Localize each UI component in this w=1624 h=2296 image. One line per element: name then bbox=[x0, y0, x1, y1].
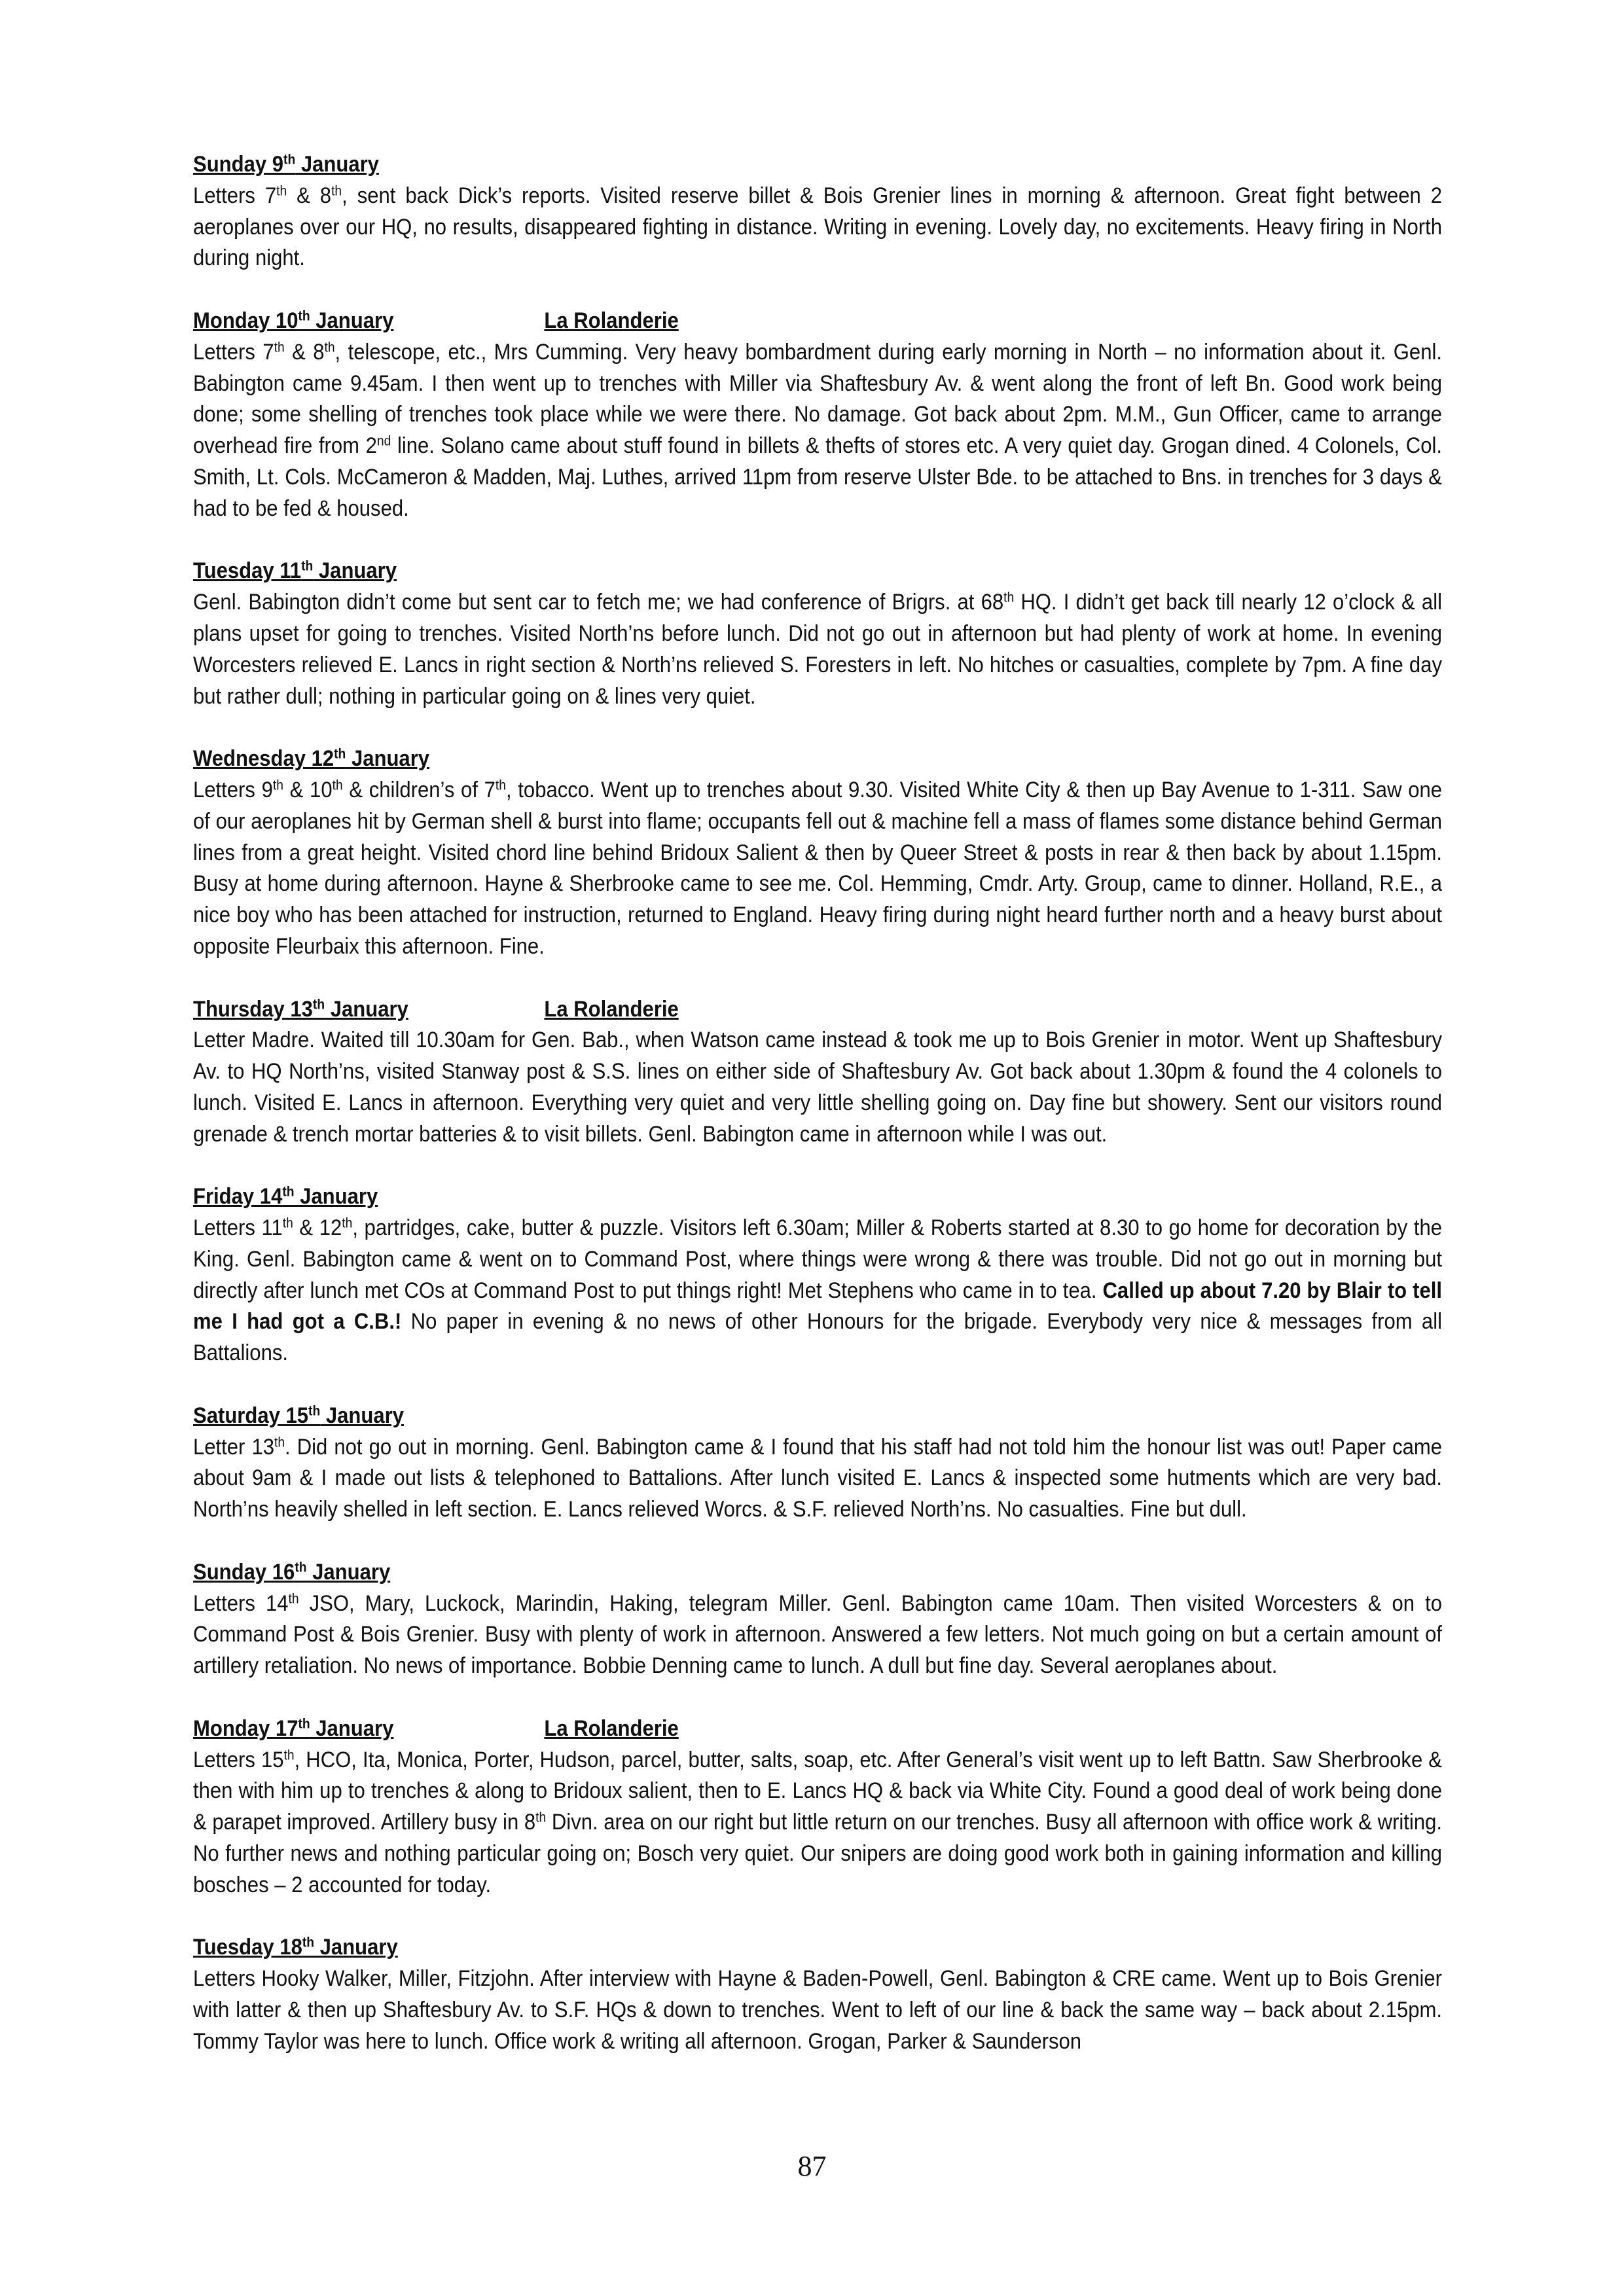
body-text: Letters 14 bbox=[193, 1590, 289, 1616]
entry-month: January bbox=[294, 1184, 378, 1210]
entry-body bbox=[193, 1432, 1442, 1526]
diary-entry bbox=[193, 1713, 1442, 1901]
ordinal-suffix: th bbox=[332, 777, 343, 793]
ordinal-suffix: th bbox=[331, 183, 342, 199]
ordinal-suffix: th bbox=[535, 1809, 547, 1825]
entry-heading-line bbox=[193, 1557, 1442, 1588]
entry-month: January bbox=[313, 558, 397, 584]
ordinal-suffix: th bbox=[1003, 589, 1015, 605]
entry-day-suffix: th bbox=[295, 1559, 307, 1575]
body-text: Letters 15 bbox=[193, 1747, 284, 1772]
entry-date-heading bbox=[193, 744, 429, 775]
entry-date-heading bbox=[193, 1181, 378, 1213]
page-number: 87 bbox=[797, 2150, 827, 2182]
entry-day: Sunday 9 bbox=[193, 152, 284, 177]
entry-day-suffix: th bbox=[282, 1183, 295, 1200]
entry-location: La Rolanderie bbox=[544, 996, 679, 1022]
entry-day-suffix: th bbox=[298, 1715, 310, 1732]
entry-day-suffix: th bbox=[312, 996, 325, 1012]
entry-heading-line bbox=[193, 1181, 1442, 1213]
diary-entry bbox=[193, 556, 1442, 712]
entry-location: La Rolanderie bbox=[544, 1715, 679, 1741]
entry-body bbox=[193, 1213, 1442, 1369]
diary-entry bbox=[193, 1932, 1442, 2057]
entry-day: Saturday 15 bbox=[193, 1403, 309, 1428]
body-text: Letters 7 bbox=[193, 339, 274, 365]
entry-body bbox=[193, 587, 1442, 712]
entry-date-heading bbox=[193, 1401, 404, 1432]
ordinal-suffix: th bbox=[276, 183, 287, 199]
ordinal-suffix: th bbox=[272, 777, 283, 793]
body-text: Genl. Babington didn’t come but sent car to fetch me; we had conference of Brigrs. at 68 bbox=[193, 590, 1004, 615]
entry-heading-line bbox=[193, 1401, 1442, 1432]
entry-body bbox=[193, 1964, 1442, 2057]
diary-entry bbox=[193, 1401, 1442, 1526]
body-text: Letters 9 bbox=[193, 777, 273, 802]
ordinal-suffix: th bbox=[283, 1746, 295, 1763]
entry-body bbox=[193, 1745, 1442, 1901]
diary-entry bbox=[193, 1557, 1442, 1682]
ordinal-suffix: th bbox=[342, 1215, 353, 1231]
entry-heading-line bbox=[193, 1932, 1442, 1964]
body-text: Letters 7 bbox=[193, 183, 277, 208]
ordinal-suffix: th bbox=[495, 777, 506, 793]
body-text: Letter 13 bbox=[193, 1434, 275, 1460]
entry-heading-line bbox=[193, 744, 1442, 775]
entry-day-suffix: th bbox=[301, 558, 314, 574]
entry-day: Sunday 16 bbox=[193, 1559, 295, 1585]
body-text: , HCO, Ita, Monica, Porter, Hudson, parcel, butter, salts, soap, etc. After General’s visit went up to left Battn. Saw Sherbrooke & then with him up to trenches & along to Bridoux salient, then to E. Lancs HQ & back via White City. Found a good deal of work being done & parapet improved. Artillery busy in 8 bbox=[193, 1747, 1442, 1835]
entry-month: January bbox=[325, 996, 408, 1022]
entry-day: Monday 10 bbox=[193, 308, 298, 333]
body-text: , telescope, etc., Mrs Cumming. Very heavy bombardment during early morning in North – no information about it. Genl. Babington came 9.45am. I then went up to trenches with Miller via Shaftesbury Av. & went along the front of left Bn. Good work being done; some shelling of trenches took place while we were there. No damage. Got back about 2pm. M.M., Gun Officer, came to arrange overhead fire from 2 bbox=[193, 339, 1443, 459]
entry-body bbox=[193, 775, 1442, 963]
diary-entries bbox=[193, 149, 1442, 2058]
body-text: & 10 bbox=[283, 777, 333, 802]
entry-heading-line bbox=[193, 1713, 1442, 1745]
diary-text bbox=[193, 149, 1443, 2089]
entry-month: January bbox=[310, 308, 394, 333]
body-text: Letters Hooky Walker, Miller, Fitzjohn. After interview with Hayne & Baden-Powell, Genl. Babington & CRE came. Went up to Bois Grenier with latter & then up Shaftesbury Av. to S.F. HQs & down to trenches. Went to left of our line & back the same way – back about 2.15pm. Tommy Taylor was here to lunch. Office work & writing all afternoon. Grogan, Parker & Saunderson bbox=[193, 1966, 1442, 2054]
entry-day-suffix: th bbox=[283, 151, 296, 168]
entry-month: January bbox=[320, 1403, 404, 1428]
body-text: & 8 bbox=[284, 339, 325, 365]
diary-entry bbox=[193, 306, 1442, 525]
entry-heading-line bbox=[193, 994, 1442, 1026]
entry-body bbox=[193, 1588, 1442, 1682]
entry-day: Thursday 13 bbox=[193, 996, 313, 1022]
body-text: & 8 bbox=[287, 183, 332, 208]
entry-day-suffix: th bbox=[298, 308, 310, 324]
entry-date-heading bbox=[193, 306, 393, 337]
body-text: , tobacco. Went up to trenches about 9.30. Visited White City & then up Bay Avenue to 1-311. Saw one of our aeroplanes hit by German shell & burst into flame; occupants fell out & machine fell a mass of flames some distance behind German lines from a great height. Visited chord line behind Bridoux Salient & then by Queer Street & posts in rear & then back by about 1.15pm. Busy at home during afternoon. Hayne & Sherbrooke came to see me. Col. Hemming, Cmdr. Arty. Group, came to dinner. Holland, R.E., a nice boy who has been attached for instruction, returned to England. Heavy firing during night heard further north and a heavy burst about opposite Fleurbaix this afternoon. Fine. bbox=[193, 777, 1443, 959]
entry-day-suffix: th bbox=[308, 1403, 321, 1419]
body-text: . Did not go out in morning. Genl. Babington came & I found that his staff had not told him the honour list was out! Paper came about 9am & I made out lists & telephoned to Battalions. After lunch visited E. Lancs & inspected some hutments which are very bad. North’ns heavily shelled in left section. E. Lancs relieved Worcs. & S.F. relieved North’ns. No casualties. Fine but dull. bbox=[193, 1434, 1442, 1522]
body-text: JSO, Mary, Luckock, Marindin, Haking, telegram Miller. Genl. Babington came 10am. Then visited Worcesters & on to Command Post & Bois Grenier. Busy with plenty of work in afternoon. Answered a few letters. Not much going on but a certain amount of artillery retaliation. No news of importance. Bobbie Denning came to lunch. A dull but fine day. Several aeroplanes about. bbox=[193, 1590, 1442, 1679]
bold-text: Called up about 7.20 by Blair to tell me I had got a C.B.! bbox=[193, 1278, 1442, 1335]
ordinal-suffix: nd bbox=[376, 433, 391, 449]
entry-heading-line bbox=[193, 306, 1442, 337]
entry-month: January bbox=[346, 746, 430, 772]
entry-date-heading bbox=[193, 1932, 398, 1964]
entry-location: La Rolanderie bbox=[544, 308, 679, 333]
entry-day: Tuesday 11 bbox=[193, 558, 302, 584]
diary-entry bbox=[193, 994, 1442, 1151]
diary-entry bbox=[193, 1181, 1442, 1369]
body-text: No paper in evening & no news of other Honours for the brigade. Everybody very nice & messages from all Battalions. bbox=[193, 1309, 1442, 1366]
entry-date-heading bbox=[193, 994, 408, 1026]
diary-entry bbox=[193, 744, 1442, 963]
entry-date-heading bbox=[193, 1557, 390, 1588]
entry-month: January bbox=[314, 1935, 398, 1960]
body-text: HQ. I didn’t get back till nearly 12 o’clock & all plans upset for going to trenches. Visited North’ns before lunch. Did not go out in afternoon but had plenty of work at home. In evening Worcesters relieved E. Lancs in right section & North’ns relieved S. Foresters in left. No hitches or casualties, complete by 7pm. A fine day but rather dull; nothing in particular going on & lines very quiet. bbox=[193, 590, 1442, 709]
body-text: & 12 bbox=[293, 1215, 342, 1241]
entry-month: January bbox=[306, 1559, 391, 1585]
entry-day-suffix: th bbox=[302, 1934, 315, 1950]
body-text: line. Solano came about stuff found in billets & thefts of stores etc. A very quiet day. Grogan dined. 4 Colonels, Col. Smith, Lt. Cols. McCameron & Madden, Maj. Luthes, arrived 11pm from reserve Ulster Bde. to be attached to Bns. in trenches for 3 days & had to be fed & housed. bbox=[193, 433, 1442, 521]
entry-day: Friday 14 bbox=[193, 1184, 283, 1210]
entry-month: January bbox=[310, 1715, 394, 1741]
body-text: Letter Madre. Waited till 10.30am for Gen. Bab., when Watson came instead & took me up to Bois Grenier in motor. Went up Shaftesbury Av. to HQ North’ns, visited Stanway post & S.S. lines on either side of Shaftesbury Av. Got back about 1.30pm & found the 4 colonels to lunch. Visited E. Lancs in afternoon. Everything very quiet and very little shelling going on. Day fine but showery. Sent our visitors round grenade & trench mortar batteries & to visit billets. Genl. Babington came in afternoon while I was out. bbox=[193, 1028, 1442, 1147]
entry-body bbox=[193, 1025, 1442, 1150]
entry-day: Monday 17 bbox=[193, 1715, 298, 1741]
ordinal-suffix: th bbox=[274, 339, 285, 355]
ordinal-suffix: th bbox=[288, 1590, 299, 1606]
entry-date-heading bbox=[193, 149, 379, 181]
entry-date-heading bbox=[193, 556, 397, 587]
entry-heading-line bbox=[193, 556, 1442, 587]
body-text: Letters 11 bbox=[193, 1215, 283, 1241]
entry-day: Wednesday 12 bbox=[193, 746, 334, 772]
body-text: & children’s of 7 bbox=[342, 777, 496, 802]
entry-heading-line bbox=[193, 149, 1442, 181]
entry-body bbox=[193, 181, 1442, 274]
entry-body bbox=[193, 337, 1442, 525]
ordinal-suffix: th bbox=[274, 1433, 285, 1450]
body-text: , partridges, cake, butter & puzzle. Visitors left 6.30am; Miller & Roberts started at 8.30 to go home for decoration by the King. Genl. Babington came & went on to Command Post, where things were wrong & there was trouble. Did not go out in morning but directly after lunch met COs at Command Post to put things right! Met Stephens who came in to tea. bbox=[193, 1215, 1443, 1303]
body-text: Divn. area on our right but little return on our trenches. Busy all afternoon with office work & writing. No further news and nothing particular going on; Bosch very quiet. Our snipers are doing good work both in gaining information and killing bosches – 2 accounted for today. bbox=[193, 1810, 1443, 1897]
ordinal-suffix: th bbox=[282, 1215, 293, 1231]
ordinal-suffix: th bbox=[324, 339, 335, 355]
entry-day-suffix: th bbox=[334, 745, 346, 762]
entry-month: January bbox=[295, 152, 379, 177]
diary-entry bbox=[193, 149, 1442, 274]
entry-day: Tuesday 18 bbox=[193, 1935, 302, 1960]
body-text: , sent back Dick’s reports. Visited reserve billet & Bois Grenier lines in morning & afternoon. Great fight between 2 aeroplanes over our HQ, no results, disappeared fighting in distance. Writing in evening. Lovely day, no excitements. Heavy firing in North during night. bbox=[193, 183, 1442, 271]
entry-date-heading bbox=[193, 1713, 393, 1745]
